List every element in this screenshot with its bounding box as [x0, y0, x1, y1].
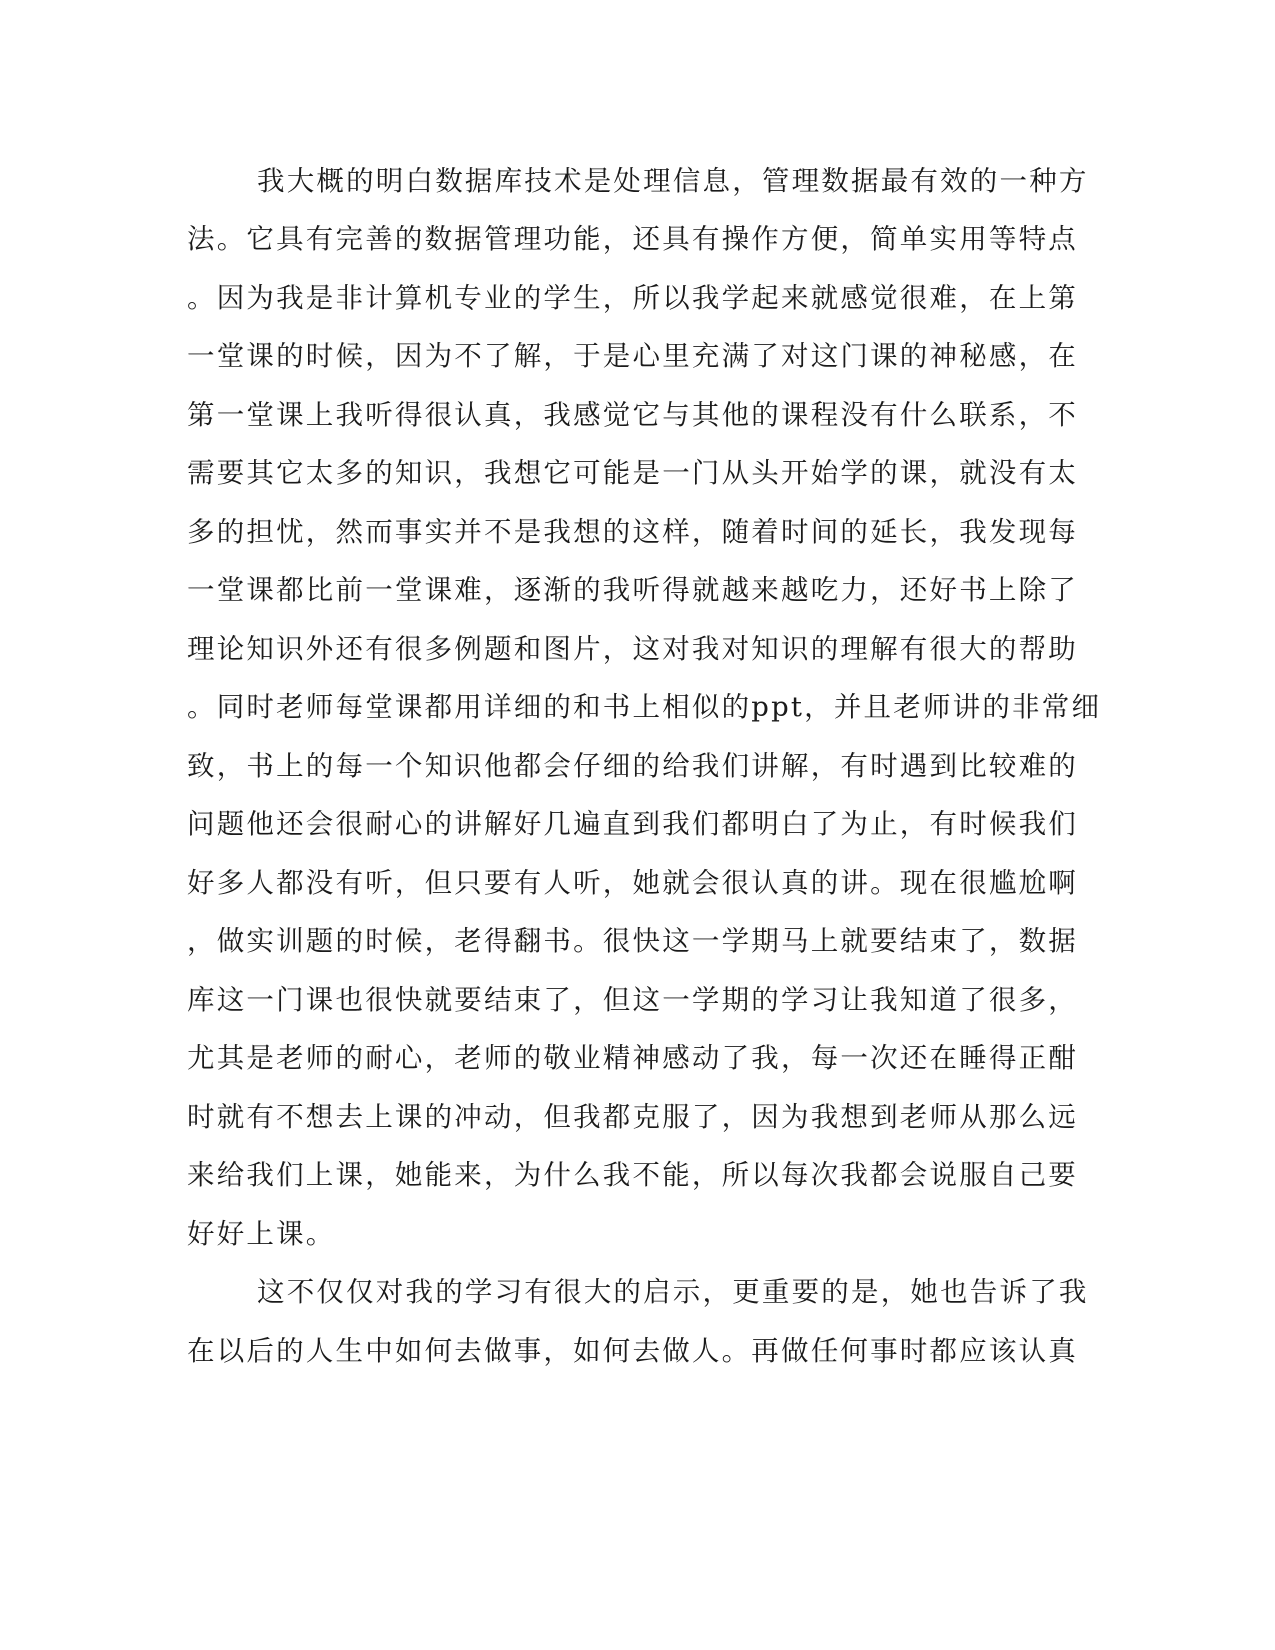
paragraph-1-line-6: 需要其它太多的知识，我想它可能是一门从头开始学的课，就没有太 [187, 457, 1078, 489]
paragraph-1-line-4: 一堂课的时候，因为不了解，于是心里充满了对这门课的神秘感，在 [187, 340, 1078, 372]
paragraph-2-line-2: 在以后的人生中如何去做事，如何去做人。再做任何事时都应该认真 [187, 1335, 1078, 1367]
paragraph-1-line-15: 库这一门课也很快就要结束了，但这一学期的学习让我知道了很多， [187, 984, 1078, 1016]
paragraph-1-line-10: 。同时老师每堂课都用详细的和书上相似的ppt，并且老师讲的非常细 [187, 691, 1102, 723]
paragraph-1-line-9: 理论知识外还有很多例题和图片，这对我对知识的理解有很大的帮助 [187, 633, 1078, 665]
paragraph-1-line-16: 尤其是老师的耐心，老师的敬业精神感动了我，每一次还在睡得正酣 [187, 1042, 1078, 1074]
paragraph-1-line-11: 致，书上的每一个知识他都会仔细的给我们讲解，有时遇到比较难的 [187, 750, 1078, 782]
paragraph-1-line-18: 来给我们上课，她能来，为什么我不能，所以每次我都会说服自己要 [187, 1159, 1078, 1191]
paragraph-1-line-7: 多的担忧，然而事实并不是我想的这样，随着时间的延长，我发现每 [187, 516, 1078, 548]
paragraph-1-line-12: 问题他还会很耐心的讲解好几遍直到我们都明白了为止，有时候我们 [187, 808, 1078, 840]
paragraph-1-line-3: 。因为我是非计算机专业的学生，所以我学起来就感觉很难，在上第 [187, 282, 1078, 314]
paragraph-1-line-1: 我大概的明白数据库技术是处理信息，管理数据最有效的一种方 [257, 165, 1089, 197]
paragraph-1-line-2: 法。它具有完善的数据管理功能，还具有操作方便，简单实用等特点 [187, 223, 1078, 255]
paragraph-1-line-5: 第一堂课上我听得很认真，我感觉它与其他的课程没有什么联系，不 [187, 399, 1078, 431]
paragraph-1-line-19: 好好上课。 [187, 1218, 336, 1250]
paragraph-1-line-17: 时就有不想去上课的冲动，但我都克服了，因为我想到老师从那么远 [187, 1101, 1078, 1133]
paragraph-1-line-8: 一堂课都比前一堂课难，逐渐的我听得就越来越吃力，还好书上除了 [187, 574, 1078, 606]
paragraph-2-line-1: 这不仅仅对我的学习有很大的启示，更重要的是，她也告诉了我 [257, 1276, 1089, 1308]
paragraph-1-line-13: 好多人都没有听，但只要有人听，她就会很认真的讲。现在很尴尬啊 [187, 867, 1078, 899]
paragraph-1-line-14: ，做实训题的时候，老得翻书。很快这一学期马上就要结束了，数据 [187, 925, 1078, 957]
